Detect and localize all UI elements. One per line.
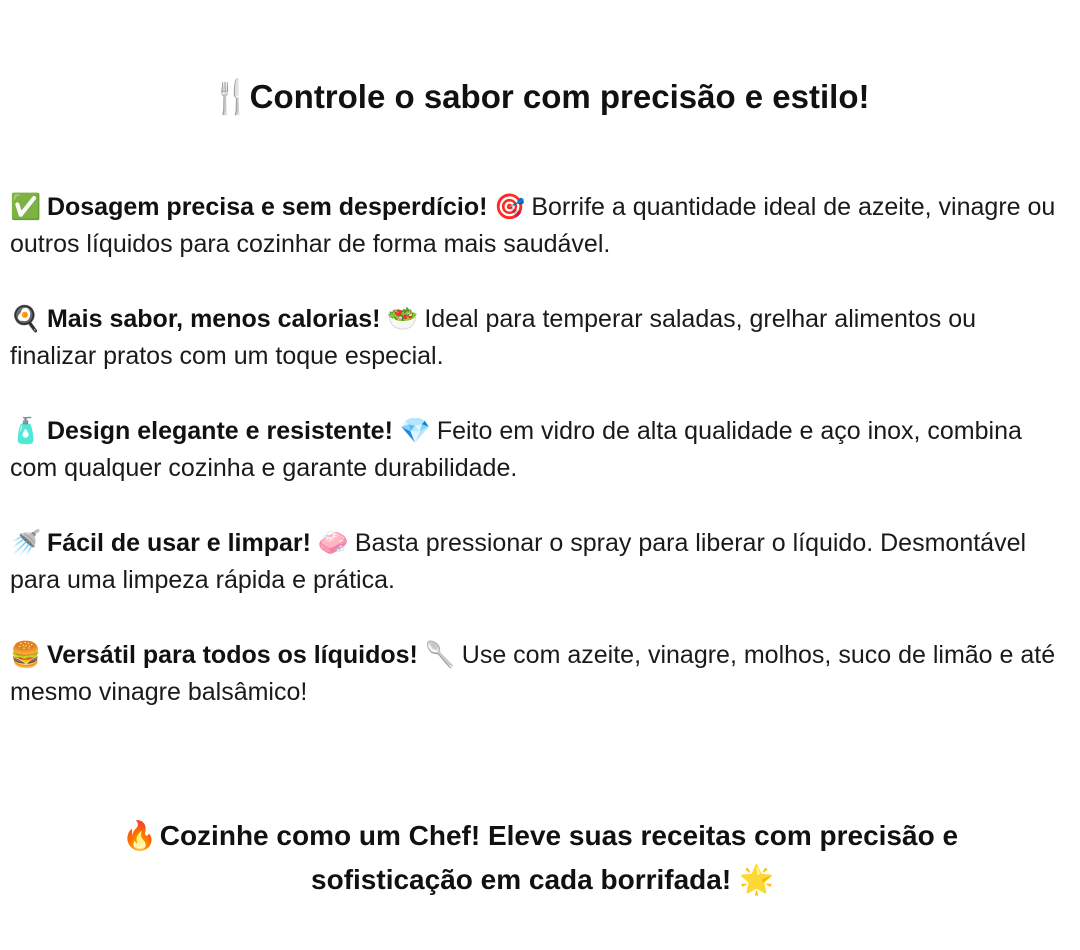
spoon-icon: 🥄 [424,640,456,669]
salad-icon: 🥗 [387,304,419,333]
feature-heading: Design elegante e resistente! [46,417,393,445]
burger-icon: 🍔 [10,640,42,669]
check-mark-icon: ✅ [10,192,42,221]
feature-body: Use com azeite, vinagre, molhos, suco de limão e até mesmo vinagre balsâmico! [10,641,1056,706]
feature-heading: Dosagem precisa e sem desperdício! [46,193,488,221]
feature-item-sabor [10,300,1060,375]
feature-heading: Versátil para todos os líquidos! [46,641,418,669]
target-icon: 🎯 [494,192,526,221]
feature-item-design [10,412,1060,487]
fork-knife-icon: 🍴 [210,77,252,116]
feature-heading: Mais sabor, menos calorias! [46,305,381,333]
soap-icon: 🧼 [317,528,350,557]
feature-heading: Fácil de usar e limpar! [46,529,311,557]
frying-pan-icon: 🍳 [10,304,42,333]
feature-body: Borrife a quantidade ideal de azeite, vinagre ou outros líquidos para cozinhar de forma mais saudável. [10,193,1056,258]
feature-item-uso [10,524,1060,599]
feature-body: Basta pressionar o spray para liberar o líquido. Desmontável para uma limpeza rápida e prática. [10,529,1027,594]
page-title [0,76,1080,118]
closing-statement [60,814,1020,902]
closing-text: Cozinhe como um Chef! Eleve suas receitas com precisão e sofisticação em cada borrifada! [159,820,959,895]
star-icon: 🌟 [738,863,774,896]
feature-list [10,188,1060,748]
feature-body: Feito em vidro de alta qualidade e aço inox, combina com qualquer cozinha e garante durabilidade. [10,417,1022,482]
feature-body: Ideal para temperar saladas, grelhar alimentos ou finalizar pratos com um toque especial. [10,305,977,370]
feature-item-versatil [10,636,1060,711]
feature-item-dosagem [10,188,1060,263]
page-title-text: Controle o sabor com precisão e estilo! [249,78,870,115]
bottle-icon: 🧴 [10,416,42,445]
fire-icon: 🔥 [121,819,157,852]
shower-spray-icon: 🚿 [10,528,42,557]
diamond-icon: 💎 [399,416,432,445]
